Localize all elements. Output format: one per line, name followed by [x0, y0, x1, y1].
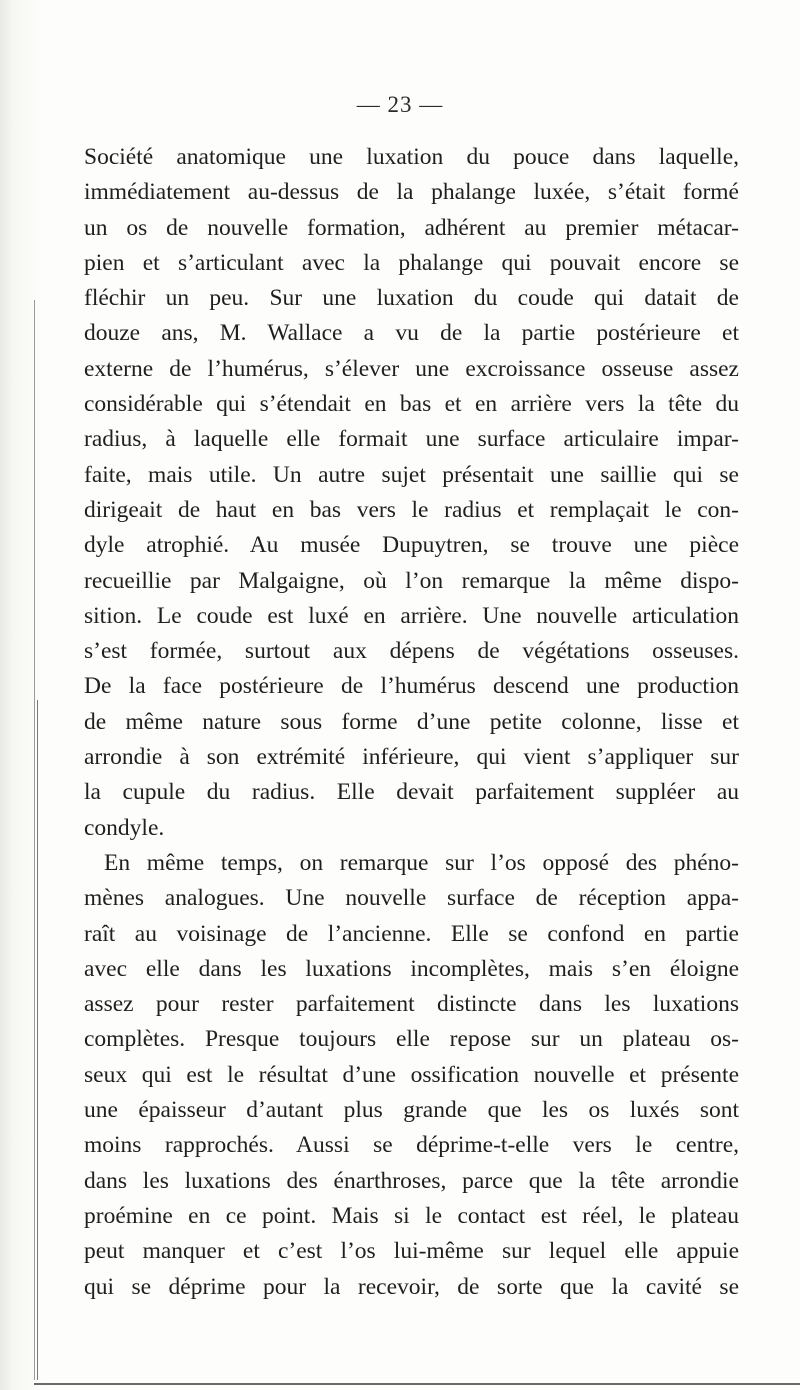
- text-line: de même nature sous forme d’une petite colonne, lisse et: [84, 708, 739, 735]
- text-line: peut manquer et c’est l’os lui-même sur lequel elle appuie: [84, 1238, 739, 1265]
- binding-edge: [0, 0, 42, 1390]
- bottom-edge-rule: [34, 1383, 800, 1385]
- text-line: s’est formée, surtout aux dépens de végétations osseuses.: [84, 638, 739, 665]
- text-line: douze ans, M. Wallace a vu de la partie postérieure et: [84, 320, 739, 347]
- text-line: dans les luxations des énarthroses, parce que la tête arrondie: [84, 1167, 739, 1194]
- text-line: la cupule du radius. Elle devait parfaitement suppléer au: [84, 779, 739, 806]
- text-line: avec elle dans les luxations incomplètes, mais s’en éloigne: [84, 955, 739, 982]
- text-line: arrondie à son extrémité inférieure, qui vient s’appliquer sur: [84, 744, 739, 771]
- text-line: De la face postérieure de l’humérus descend une production: [84, 673, 739, 700]
- text-line: seux qui est le résultat d’une ossification nouvelle et présente: [84, 1061, 739, 1088]
- text-line: qui se déprime pour la recevoir, de sorte que la cavité se: [84, 1273, 739, 1300]
- text-line: Société anatomique une luxation du pouce dans laquelle,: [84, 144, 739, 170]
- text-line: proémine en ce point. Mais si le contact est réel, le plateau: [84, 1202, 739, 1229]
- text-line: une épaisseur d’autant plus grande que les os luxés sont: [84, 1097, 739, 1124]
- text-line: raît au voisinage de l’ancienne. Elle se confond en partie: [84, 920, 739, 947]
- text-line: mènes analogues. Une nouvelle surface de réception appa-: [84, 885, 739, 912]
- text-line: considérable qui s’étendait en bas et en arrière vers la tête du: [84, 391, 739, 418]
- text-line: immédiatement au-dessus de la phalange luxée, s’était formé: [84, 179, 739, 206]
- text-line: recueillie par Malgaigne, où l’on remarque la même dispo-: [84, 567, 739, 594]
- text-line: un os de nouvelle formation, adhérent au premier métacar-: [84, 214, 739, 241]
- text-line: complètes. Presque toujours elle repose sur un plateau os-: [84, 1026, 739, 1053]
- text-line: externe de l’humérus, s’élever une excroissance osseuse assez: [84, 355, 739, 382]
- text-line: dyle atrophié. Au musée Dupuytren, se trouve une pièce: [84, 532, 739, 559]
- text-line: dirigeait de haut en bas vers le radius et remplaçait le con-: [84, 496, 739, 523]
- text-line: sition. Le coude est luxé en arrière. Une nouvelle articulation: [84, 602, 739, 629]
- binding-line-inner: [37, 700, 38, 1380]
- body-text: [84, 140, 739, 1305]
- text-line: faite, mais utile. Un autre sujet présentait une saillie qui se: [84, 461, 739, 488]
- text-line: assez pour rester parfaitement distincte dans les luxations: [84, 991, 739, 1018]
- text-line: pien et s’articulant avec la phalange qui pouvait encore se: [84, 249, 739, 276]
- paragraph-end-line: condyle.: [84, 814, 165, 841]
- page-number: — 23 —: [356, 92, 444, 117]
- text-line: fléchir un peu. Sur une luxation du coude qui datait de: [84, 285, 739, 312]
- text-line: radius, à laquelle elle formait une surface articulaire impar-: [84, 426, 739, 453]
- text-line: moins rapprochés. Aussi se déprime-t-elle vers le centre,: [84, 1132, 739, 1159]
- binding-line: [34, 300, 35, 1380]
- paragraph-start-line: En même temps, on remarque sur l’os opposé des phéno-: [104, 849, 739, 876]
